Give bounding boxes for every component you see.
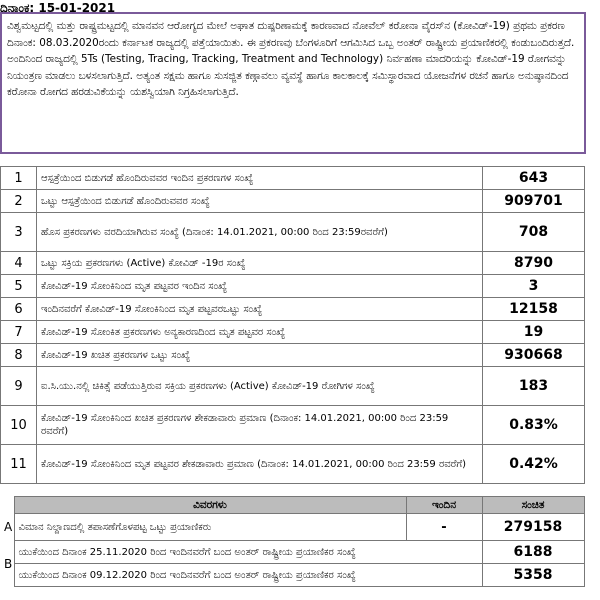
row-number: 6 xyxy=(1,298,37,321)
table-row xyxy=(1,367,585,406)
row-value: 643 xyxy=(483,167,585,190)
row-number: 7 xyxy=(1,321,37,344)
row-cumulative: 6188 xyxy=(482,541,584,564)
table-row xyxy=(1,298,585,321)
row-description: ಇಂದಿನವರೆಗೆ ಕೋವಿಡ್-19 ಸೋಂಕಿನಿಂದ ಮೃತ ಪಟ್ಟವರಒಟ್ಟು ಸಂಖ್ಯೆ xyxy=(37,298,483,321)
row-number: 4 xyxy=(1,252,37,275)
row-cumulative: 5358 xyxy=(482,564,584,587)
row-number: 9 xyxy=(1,367,37,406)
date-label: ದಿನಾಂಕ: 15-01-2021 xyxy=(0,1,116,15)
table-row xyxy=(1,445,585,484)
table-row xyxy=(1,213,585,252)
table-row xyxy=(1,252,585,275)
row-description: ಆಸ್ಪತ್ರೆಯಿಂದ ಬಿಡುಗಡೆ ಹೊಂದಿರುವವರ ಇಂದಿನ ಪ್ರಕರಣಗಳ ಸಂಖ್ಯೆ xyxy=(37,167,483,190)
header-cumulative: ಸಂಚಿತ xyxy=(482,497,584,514)
row-value: 3 xyxy=(483,275,585,298)
table-row xyxy=(1,190,585,213)
row-letter: A xyxy=(0,514,14,541)
table-row xyxy=(1,321,585,344)
travel-table xyxy=(0,496,585,587)
row-value: 909701 xyxy=(483,190,585,213)
row-value: 0.83% xyxy=(483,406,585,445)
row-number: 3 xyxy=(1,213,37,252)
header-today: ಇಂದಿನ xyxy=(406,497,482,514)
row-value: 0.42% xyxy=(483,445,585,484)
row-desc: ವಿಮಾನ ನಿಲ್ದಾಣದಲ್ಲಿ ತಪಾಸಣೆಗೊಳಪಟ್ಟ ಒಟ್ಟು ಪ್ರಯಾಣಿಕರು xyxy=(14,514,406,541)
row-cumulative: 279158 xyxy=(482,514,584,541)
row-description: ಕೋವಿಡ್-19 ಖಚಿತ ಪ್ರಕರಣಗಳ ಒಟ್ಟು ಸಂಖ್ಯೆ xyxy=(37,344,483,367)
row-number: 5 xyxy=(1,275,37,298)
intro-paragraph-2: ಅಂದಿನಿಂದ ರಾಜ್ಯದಲ್ಲಿ 5Ts (Testing, Tracing, Tracking, Treatment and Technology) ನಿರ್ವಹಣಾ ಮಾದರಿಯನ್ನು ಕೋವಿಡ್-19 ರೋಗವನ್ನು ನಿಯಂತ್ರಣ ಮಾಡಲು ಬಳಸಲಾಗುತ್ತಿದೆ. ಅತ್ಯಂತ ಸಕ್ಷಮ ಹಾಗೂ ಸುಸಜ್ಜಿತ ಕಣ್ಗಾವಲು ವ್ಯವಸ್ಥೆ ಹಾಗೂ ಕಾಲಕಾಲಕ್ಕೆ ಸಮಿಸ್ಥಾರವಾದ ಯೋಜನೆಗಳ ರಚನೆ ಹಾಗೂ ಅನುಷ್ಠಾನದಿಂದ ಕರೋನಾ ರೋಗದ ಹರಡುವಿಕೆಯನ್ನು ಯಶಸ್ವಿಯಾಗಿ ನಿಗ್ರಹಿಸಲಾಗುತ್ತಿದೆ. xyxy=(7,53,569,98)
table-row xyxy=(1,344,585,367)
table-row xyxy=(1,167,585,190)
row-number: 8 xyxy=(1,344,37,367)
row-value: 930668 xyxy=(483,344,585,367)
row-number: 1 xyxy=(1,167,37,190)
row-description: ಕೋವಿಡ್-19 ಸೋಂಕಿನಿಂದ ಮೃತ ಪಟ್ಟವರ ಇಂದಿನ ಸಂಖ್ಯೆ xyxy=(37,275,483,298)
row-description: ಒಟ್ಟು ಸಕ್ರಿಯ ಪ್ರಕರಣಗಳು (Active) ಕೋವಿಡ್ -19ರ ಸಂಖ್ಯೆ xyxy=(37,252,483,275)
table-row xyxy=(0,564,584,587)
row-description: ಹೊಸ ಪ್ರಕರಣಗಳು ವರದಿಯಾಗಿರುವ ಸಂಖ್ಯೆ (ದಿನಾಂಕ: 14.01.2021, 00:00 ರಿಂದ 23:59ರವರೆಗೆ) xyxy=(37,213,483,252)
row-today: - xyxy=(406,514,482,541)
row-value: 12158 xyxy=(483,298,585,321)
row-desc: ಯುಕೆಯಿಂದ ದಿನಾಂಕ 09.12.2020 ರಿಂದ ಇಂದಿನವರೆಗೆ ಬಂದ ಅಂತರ್ ರಾಷ್ಟ್ರೀಯ ಪ್ರಯಾಣಿಕರ ಸಂಖ್ಯೆ xyxy=(14,564,482,587)
table-row xyxy=(1,275,585,298)
row-desc: ಯುಕೆಯಿಂದ ದಿನಾಂಕ 25.11.2020 ರಿಂದ ಇಂದಿನವರೆಗೆ ಬಂದ ಅಂತರ್ ರಾಷ್ಟ್ರೀಯ ಪ್ರಯಾಣಿಕರ ಸಂಖ್ಯೆ xyxy=(14,541,482,564)
row-letter: B xyxy=(0,541,14,587)
row-description: ಐ.ಸಿ.ಯು.ನಲ್ಲಿ ಚಿಕಿತ್ಸೆ ಪಡೆಯುತ್ತಿರುವ ಸಕ್ರಿಯ ಪ್ರಕರಣಗಳು (Active) ಕೋವಿಡ್-19 ರೋಗಿಗಳ ಸಂಖ್ಯೆ xyxy=(37,367,483,406)
intro-box xyxy=(0,12,586,154)
row-description: ಕೋವಿಡ್-19 ಸೋಂಕಿನಿಂದ ಖಚಿತ ಪ್ರಕರಣಗಳ ಶೇಕಡಾವಾರು ಪ್ರಮಾಣ (ದಿನಾಂಕ: 14.01.2021, 00:00 ರಿಂದ 23:59 ರವರೆಗೆ) xyxy=(37,406,483,445)
travel-table-header xyxy=(0,497,584,514)
row-number: 11 xyxy=(1,445,37,484)
row-description: ಕೋವಿಡ್-19 ಸೋಂಕಿನಿಂದ ಮೃತ ಪಟ್ಟವರ ಶೇಕಡಾವಾರು ಪ್ರಮಾಣ (ದಿನಾಂಕ: 14.01.2021, 00:00 ರಿಂದ 23:59 ರವರೆಗೆ) xyxy=(37,445,483,484)
table-row xyxy=(0,541,584,564)
row-value: 8790 xyxy=(483,252,585,275)
intro-paragraph-1: ವಿಶ್ವಮಟ್ಟದಲ್ಲಿ ಮತ್ತು ರಾಷ್ಟ್ರಮಟ್ಟದಲ್ಲಿ ಮಾನವನ ಆರೋಗ್ಯದ ಮೇಲೆ ಅಘಾತ ದುಷ್ಪರಿಣಾಮಕ್ಕೆ ಕಾರಣವಾದ ನೋವೆಲ್ ಕರೋನಾ ವೈರಸ್‌ನ (ಕೋವಿಡ್-19) ಪ್ರಥಮ ಪ್ರಕರಣ ದಿನಾಂಕ: 08.03.2020ರಂದು ಕರ್ನಾಟಕ ರಾಜ್ಯದಲ್ಲಿ ಪತ್ತೆಯಾಯಿತು. ಈ ಪ್ರಕರಣವು ಬೆಂಗಳೂರಿಗೆ ಆಗಮಿಸಿದ ಒಬ್ಬ ಅಂತರ್ ರಾಷ್ಟ್ರೀಯ ಪ್ರಯಾಣಿಕರಲ್ಲಿ ಕಂಡುಬಂದಿರುತ್ತದೆ. xyxy=(7,20,575,49)
stats-table xyxy=(0,166,585,484)
row-value: 183 xyxy=(483,367,585,406)
header-spacer xyxy=(0,497,14,514)
table-row xyxy=(0,514,584,541)
row-value: 19 xyxy=(483,321,585,344)
row-number: 10 xyxy=(1,406,37,445)
table-row xyxy=(1,406,585,445)
header-details: ವಿವರಗಳು xyxy=(14,497,406,514)
row-description: ಒಟ್ಟು ಆಸ್ಪತ್ರೆಯಿಂದ ಬಿಡುಗಡೆ ಹೊಂದಿರುವವರ ಸಂಖ್ಯೆ xyxy=(37,190,483,213)
row-number: 2 xyxy=(1,190,37,213)
row-value: 708 xyxy=(483,213,585,252)
row-description: ಕೋವಿಡ್-19 ಸೋಂಕಿತ ಪ್ರಕರಣಗಳು ಅನ್ಯಕಾರಣದಿಂದ ಮೃತ ಪಟ್ಟವರ ಸಂಖ್ಯೆ xyxy=(37,321,483,344)
